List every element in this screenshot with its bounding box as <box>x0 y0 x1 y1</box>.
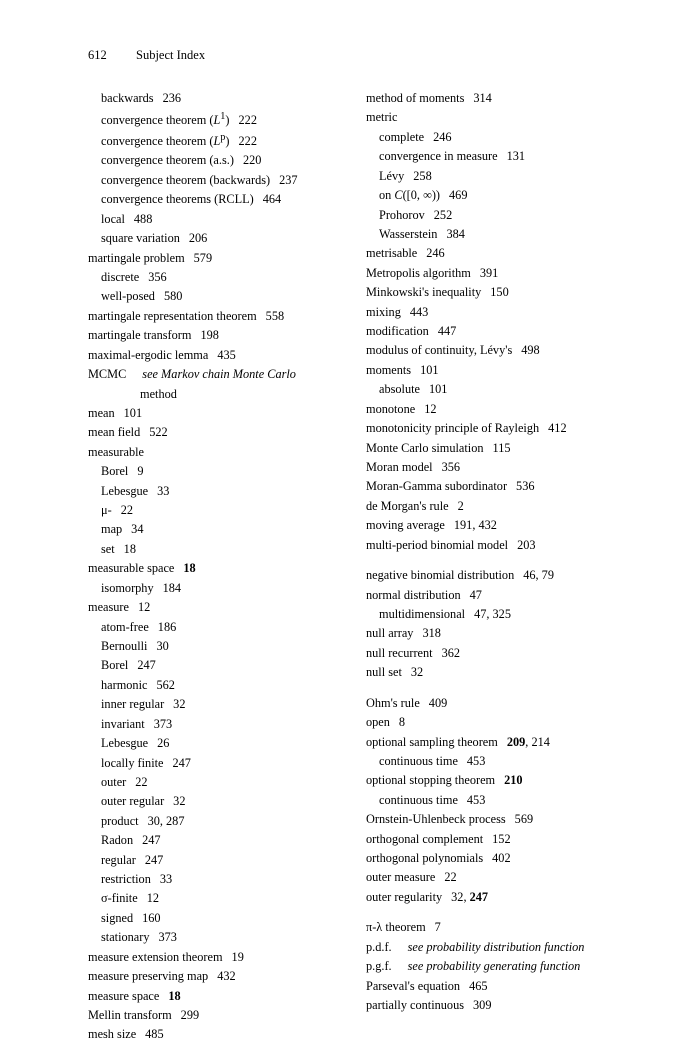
index-entry-pages: 47 <box>469 587 482 602</box>
index-entry-term: Moran-Gamma subordinator <box>366 479 508 494</box>
index-entry-term: open <box>366 715 390 730</box>
index-entry-term: Wasserstein <box>379 226 438 241</box>
page-number: 247 <box>469 889 489 904</box>
index-entry <box>88 889 328 908</box>
index-entry-pages: 32 <box>173 697 186 712</box>
index-entry-pages: 558 <box>265 308 285 323</box>
index-entry-pages: 579 <box>193 250 213 265</box>
index-entry-pages: 19 <box>231 949 244 964</box>
index-entry <box>88 171 328 190</box>
index-entry-term: measure preserving map <box>88 969 209 984</box>
index-entry-pages: 18 <box>123 541 136 556</box>
index-entry-pages: 198 <box>200 328 219 343</box>
index-entry-pages: 522 <box>149 425 168 440</box>
index-entry-term: multidimensional <box>379 606 466 621</box>
index-entry <box>88 598 328 617</box>
index-entry-pages: 8 <box>398 715 406 730</box>
index-entry-pages: 356 <box>148 269 167 284</box>
index-entry-pages: 210 <box>504 773 523 788</box>
index-entry-term: outer measure <box>366 870 436 885</box>
index-entry-pages: 186 <box>157 619 177 634</box>
page-number: 32 <box>451 889 464 904</box>
index-entry-term: locally finite <box>101 755 164 770</box>
index-entry-pages: 443 <box>409 304 429 319</box>
index-entry-pages: 12 <box>424 401 437 416</box>
index-entry-pages: 12 <box>146 891 159 906</box>
index-entry-pages: 26 <box>157 736 170 751</box>
index-entry <box>366 128 606 147</box>
index-entry-pages: 246 <box>433 129 452 144</box>
index-entry-pages: 258 <box>413 168 432 183</box>
index-entry <box>88 831 328 850</box>
index-entry-pages: 247 <box>172 755 191 770</box>
index-entry-pages: 33 <box>159 872 173 887</box>
index-entry-term: null recurrent <box>366 645 433 660</box>
index-entry-pages: 362 <box>441 645 461 660</box>
index-entry-pages: 222 <box>238 134 257 149</box>
index-entry-term: Radon <box>101 833 134 848</box>
index-entry-term: MCMC <box>88 367 127 382</box>
index-entry <box>88 987 328 1006</box>
index-entry-pages: 47, 325 <box>474 606 511 621</box>
index-entry <box>366 303 606 322</box>
index-entry <box>366 361 606 380</box>
index-entry-pages: 22 <box>120 503 133 518</box>
index-entry-pages: 101 <box>420 362 439 377</box>
index-entry-term: Lebesgue <box>101 736 149 751</box>
index-entry-term: optional sampling theorem <box>366 734 498 749</box>
index-entry <box>88 326 328 345</box>
index-entry <box>366 439 606 458</box>
index-entry-pages: 30 <box>156 639 169 653</box>
index-entry-term: map <box>101 522 123 537</box>
index-entry <box>88 559 328 578</box>
index-entry-pages: 252 <box>433 207 453 222</box>
index-entry <box>366 341 606 360</box>
index-entry <box>88 637 328 656</box>
running-head-title: Subject Index <box>136 48 206 62</box>
index-entry-term: convergence theorem (backwards) <box>101 172 271 187</box>
index-entry-term: maximal-ergodic lemma <box>88 347 209 362</box>
index-entry-pages: 402 <box>492 851 511 866</box>
index-entry-term: measure space <box>88 988 160 1003</box>
index-entry-pages: 247 <box>144 852 164 867</box>
index-entry <box>366 167 606 186</box>
index-entry <box>88 404 328 423</box>
index-entry-term: backwards <box>101 91 154 105</box>
index-entry-pages: 464 <box>262 192 282 207</box>
index-entry-term: outer regular <box>101 794 165 809</box>
index-entry-pages: 465 <box>469 978 488 993</box>
index-entry-term: p.g.f. <box>366 959 392 974</box>
index-entry-pages: 485 <box>145 1027 164 1042</box>
index-entry-term: method of moments <box>366 91 465 105</box>
index-entry <box>366 849 606 868</box>
index-entry-pages: 447 <box>437 324 457 339</box>
index-entry-term: multi-period binomial model <box>366 537 509 552</box>
index-entry <box>88 365 328 384</box>
entry-group-gap <box>366 683 606 694</box>
index-entry-pages: 314 <box>473 91 492 105</box>
index-entry <box>88 307 328 326</box>
index-entry-term: Monte Carlo simulation <box>366 440 484 455</box>
index-entry <box>366 957 606 976</box>
index-entry-term: outer <box>101 774 127 789</box>
index-entry-term: local <box>101 211 125 226</box>
index-entry-pages: 22 <box>135 774 148 789</box>
index-entry-term: Metropolis algorithm <box>366 265 471 280</box>
index-entry <box>366 694 606 713</box>
index-entry <box>88 773 328 792</box>
index-entry-term: modification <box>366 324 429 339</box>
index-entry-term: convergence theorems (RCLL) <box>101 192 254 207</box>
index-entry-pages: 412 <box>548 421 567 436</box>
index-entry-term: absolute <box>379 382 420 397</box>
index-entry <box>88 948 328 967</box>
index-entry-pages: 488 <box>133 211 153 226</box>
index-entry-term: on C([0, ∞)) <box>379 188 441 203</box>
index-entry-pages: 536 <box>516 479 535 494</box>
index-entry-term: Mellin transform <box>88 1008 172 1023</box>
index-entry-term: null array <box>366 626 414 641</box>
index-entry-pages: 356 <box>441 460 461 475</box>
index-entry <box>366 830 606 849</box>
index-entry <box>366 566 606 585</box>
index-entry <box>88 151 328 170</box>
index-entry <box>366 516 606 535</box>
index-entry-term: set <box>101 541 115 556</box>
index-entry-term: monotonicity principle of Rayleigh <box>366 421 540 436</box>
index-entry-term: convergence theorem (a.s.) <box>101 153 234 168</box>
index-entry <box>366 605 606 624</box>
index-entry-pages: 409 <box>428 695 448 710</box>
index-entry-term: Prohorov <box>379 207 425 222</box>
index-entry-term: measure <box>88 600 129 615</box>
index-entry <box>88 754 328 773</box>
index-entry <box>366 225 606 244</box>
index-entry-term: Borel <box>101 464 129 479</box>
index-entry-term: Ornstein-Uhlenbeck process <box>366 812 506 827</box>
index-entry-term: Bernoulli <box>101 639 148 653</box>
index-entry-pages: 33 <box>157 483 170 498</box>
index-entry-pages: 131 <box>506 149 526 164</box>
index-entry-term: Lebesgue <box>101 483 149 498</box>
index-entry-term: metrisable <box>366 246 418 261</box>
index-entry-term: mixing <box>366 304 401 319</box>
index-entry-term: martingale transform <box>88 328 192 343</box>
index-entry <box>88 346 328 365</box>
index-entry-term: regular <box>101 852 136 867</box>
index-entry <box>366 147 606 166</box>
index-entry-term: Minkowski's inequality <box>366 285 482 300</box>
index-entry <box>88 130 328 152</box>
index-entry <box>88 715 328 734</box>
index-entry <box>88 618 328 637</box>
index-entry <box>366 996 606 1015</box>
index-entry <box>366 810 606 829</box>
index-entry-pages: 453 <box>466 753 486 768</box>
index-entry-pages: 435 <box>217 347 236 362</box>
index-entry-pages: 309 <box>473 997 492 1012</box>
index-entry <box>366 322 606 341</box>
index-entry-pages: 220 <box>242 153 262 168</box>
index-entry <box>366 458 606 477</box>
index-entry-pages: 22 <box>444 870 457 885</box>
index-entry-pages: 453 <box>466 792 486 807</box>
index-entry-term: Borel <box>101 658 129 673</box>
index-entry <box>366 283 606 302</box>
index-entry-term: martingale problem <box>88 250 185 265</box>
index-entry-pages: 469 <box>449 188 468 203</box>
index-entry-term: optional stopping theorem <box>366 773 496 788</box>
index-entry-pages: 150 <box>490 285 509 300</box>
index-entry-term: invariant <box>101 716 145 731</box>
index-entry-pages: 32 <box>410 665 424 680</box>
index-entry <box>88 423 328 442</box>
index-entry-cross-reference: see probability generating function <box>407 959 581 974</box>
index-column-left <box>88 89 328 1045</box>
index-entry <box>366 733 606 752</box>
index-entry <box>88 229 328 248</box>
index-entry-cross-reference: see probability distribution function <box>407 939 585 954</box>
index-entry-pages: 191, 432 <box>453 518 497 533</box>
index-entry-term: partially continuous <box>366 997 465 1012</box>
index-entry-term: μ- <box>101 503 112 518</box>
index-entry-term: moments <box>366 362 412 377</box>
index-entry-term: null set <box>366 665 402 680</box>
index-entry-pages: 373 <box>158 930 177 945</box>
index-entry-term: well-posed <box>101 289 155 304</box>
index-entry-pages: 203 <box>517 537 536 552</box>
index-entry <box>88 287 328 306</box>
index-entry-term: π-λ theorem <box>366 920 426 935</box>
index-entry <box>366 89 606 108</box>
index-entry-term: complete <box>379 129 425 144</box>
index-entry-pages: 152 <box>492 831 511 846</box>
index-entry <box>366 108 606 127</box>
index-entry-term: restriction <box>101 872 151 887</box>
index-entry-term: signed <box>101 910 134 925</box>
index-entry-term: convergence in measure <box>379 149 498 164</box>
index-entry-term: orthogonal complement <box>366 831 484 846</box>
index-entry-pages: 247 <box>142 833 161 848</box>
index-entry <box>366 752 606 771</box>
index-entry <box>88 210 328 229</box>
index-entry-pages <box>451 890 488 904</box>
index-entry-term: continuous time <box>379 753 458 768</box>
running-head <box>88 48 640 63</box>
index-entry-pages: 318 <box>422 626 441 641</box>
index-entry-pages: 222 <box>238 112 257 127</box>
index-entry-pages: 237 <box>279 172 298 187</box>
index-entry-term: inner regular <box>101 697 165 712</box>
index-entry-term: σ-finite <box>101 891 138 906</box>
index-entry-term: harmonic <box>101 677 148 692</box>
index-entry-pages: 46, 79 <box>523 568 554 583</box>
index-entry <box>366 264 606 283</box>
index-entry-term: product <box>101 813 139 828</box>
index-entry <box>88 851 328 870</box>
entry-group-gap <box>366 907 606 918</box>
index-entry <box>88 967 328 986</box>
page-number: 209 <box>506 734 526 749</box>
index-entry <box>366 977 606 996</box>
index-entry-pages: 206 <box>188 231 208 246</box>
index-entry-term: metric <box>366 110 398 125</box>
index-entry-term: measurable space <box>88 561 175 576</box>
index-entry <box>366 644 606 663</box>
index-entry-term: Lévy <box>379 168 405 183</box>
index-entry-cross-reference: see Markov chain Monte Carlo <box>142 367 296 382</box>
index-entry-term: mesh size <box>88 1027 137 1042</box>
index-entry <box>366 918 606 937</box>
index-entry-term: isomorphy <box>101 580 154 595</box>
index-entry-term: continuous time <box>379 792 458 807</box>
index-entry <box>88 108 328 130</box>
index-entry-term: atom-free <box>101 619 149 634</box>
index-entry <box>366 206 606 225</box>
index-entry-pages: 9 <box>137 464 144 479</box>
index-entry <box>88 268 328 287</box>
index-entry-pages: 101 <box>428 382 448 397</box>
index-entry-pages: 384 <box>446 226 465 241</box>
index-entry <box>88 462 328 481</box>
index-entry-term: orthogonal polynomials <box>366 851 484 866</box>
index-entry <box>366 791 606 810</box>
index-entry <box>88 89 328 108</box>
index-entry-pages: 32 <box>173 794 186 809</box>
index-entry <box>366 477 606 496</box>
index-entry-term: negative binomial distribution <box>366 568 515 583</box>
index-entry-term: martingale representation theorem <box>88 308 257 323</box>
index-entry <box>366 624 606 643</box>
index-entry-pages: 432 <box>217 969 236 984</box>
page-separator: , <box>525 734 532 749</box>
index-entry-pages: 299 <box>180 1008 200 1023</box>
index-entry <box>366 868 606 887</box>
index-entry-pages: 184 <box>162 580 182 595</box>
index-entry <box>88 695 328 714</box>
index-columns <box>88 89 640 1045</box>
index-entry <box>366 938 606 957</box>
index-entry <box>366 380 606 399</box>
index-entry-term: stationary <box>101 930 150 945</box>
index-entry-pages: 7 <box>434 920 441 935</box>
index-entry-pages: 160 <box>142 910 161 925</box>
index-column-right <box>366 89 606 1045</box>
index-entry <box>88 385 328 404</box>
index-entry <box>88 792 328 811</box>
index-entry-pages: 246 <box>426 246 445 261</box>
index-entry-term: monotone <box>366 401 416 416</box>
index-entry-pages: 569 <box>514 812 534 827</box>
page-separator: , <box>463 889 470 904</box>
index-entry-term: Ohm's rule <box>366 695 420 710</box>
index-entry-term: method <box>140 386 177 401</box>
index-entry-pages: 101 <box>123 405 143 420</box>
index-entry-term: normal distribution <box>366 587 461 602</box>
index-entry <box>88 540 328 559</box>
index-entry-term: mean <box>88 405 115 420</box>
index-entry-term: mean field <box>88 425 141 440</box>
index-entry <box>88 928 328 947</box>
index-entry <box>366 663 606 682</box>
index-entry <box>88 812 328 831</box>
index-entry <box>88 501 328 520</box>
index-entry-pages <box>507 735 550 749</box>
index-entry-pages: 498 <box>521 343 540 358</box>
index-entry-pages: 115 <box>492 440 511 455</box>
entry-group-gap <box>366 555 606 566</box>
index-entry <box>366 713 606 732</box>
index-entry <box>366 419 606 438</box>
index-entry <box>88 190 328 209</box>
index-entry <box>366 186 606 205</box>
index-entry-term: Moran model <box>366 460 433 475</box>
index-entry <box>88 870 328 889</box>
index-entry-pages: 18 <box>168 988 181 1003</box>
index-entry <box>366 497 606 516</box>
index-entry <box>88 734 328 753</box>
index-entry-term: p.d.f. <box>366 939 392 954</box>
index-entry-pages: 580 <box>163 289 183 304</box>
index-entry-pages: 30, 287 <box>147 813 185 828</box>
index-entry <box>366 771 606 790</box>
index-entry <box>366 586 606 605</box>
index-entry-term: moving average <box>366 518 445 533</box>
index-entry-term: measure extension theorem <box>88 949 223 964</box>
index-entry <box>88 443 328 462</box>
page-number: 214 <box>531 734 550 749</box>
index-entry-pages: 2 <box>457 498 464 513</box>
index-entry-term: outer regularity <box>366 889 443 904</box>
index-entry <box>366 244 606 263</box>
index-entry-term: square variation <box>101 231 180 246</box>
index-entry-term: modulus of continuity, Lévy's <box>366 343 513 358</box>
index-entry-pages: 18 <box>183 561 196 576</box>
index-entry <box>88 676 328 695</box>
index-entry-term: measurable <box>88 444 144 459</box>
index-entry-pages: 34 <box>131 522 144 537</box>
index-entry-pages: 373 <box>153 716 173 731</box>
index-entry-term: convergence theorem $(L^p)$ <box>101 131 230 149</box>
index-entry-term: discrete <box>101 269 140 284</box>
index-entry <box>366 536 606 555</box>
index-entry <box>88 482 328 501</box>
index-entry-term: convergence theorem $(L^1)$ <box>101 110 230 127</box>
index-entry-pages: 12 <box>137 600 151 615</box>
index-entry <box>88 520 328 539</box>
index-entry <box>88 579 328 598</box>
index-entry <box>88 1006 328 1025</box>
index-entry <box>366 400 606 419</box>
index-entry-pages: 236 <box>162 91 182 105</box>
index-entry <box>88 909 328 928</box>
index-entry <box>88 1025 328 1044</box>
page-folio: 612 <box>88 48 107 62</box>
index-entry-pages: 247 <box>137 658 156 673</box>
index-entry-term: Parseval's equation <box>366 978 461 993</box>
index-entry-pages: 562 <box>156 677 175 692</box>
index-entry-pages: 391 <box>479 265 499 280</box>
index-entry <box>88 249 328 268</box>
index-entry-term: de Morgan's rule <box>366 498 449 513</box>
index-entry <box>366 888 606 907</box>
index-entry <box>88 656 328 675</box>
